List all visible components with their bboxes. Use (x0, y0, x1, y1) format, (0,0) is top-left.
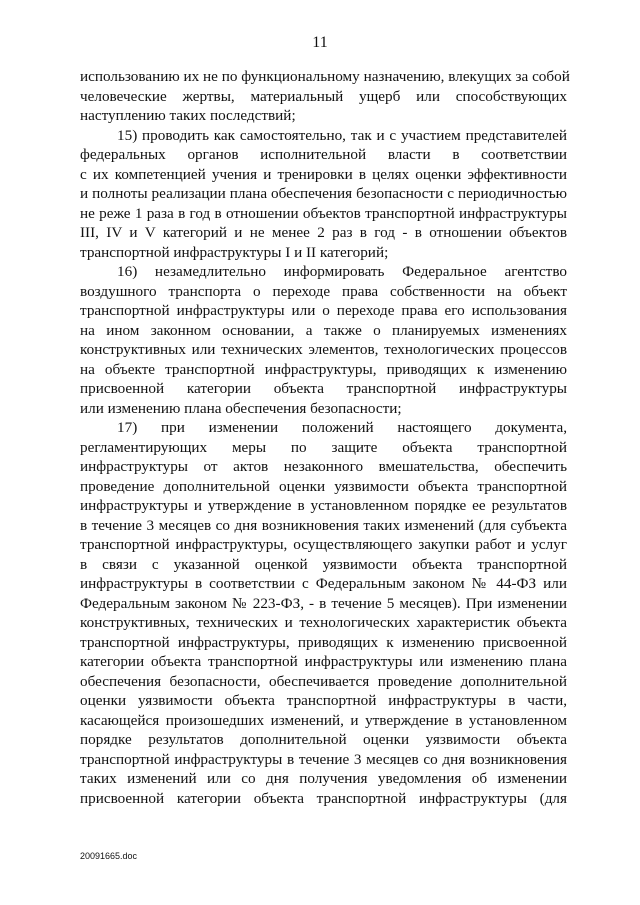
text-line: в связи с указанной оценкой уязвимости объекта транспортной (80, 555, 567, 573)
text-line: присвоенной категории объекта транспортной инфраструктуры (для (80, 789, 567, 807)
text-line: на ином законном основании, а также о планируемых изменениях (80, 321, 567, 339)
text-line: III, IV и V категорий и не менее 2 раз в год - в отношении объектов (80, 224, 567, 241)
text-line: транспортной инфраструктуры, осуществляющего закупки работ и услуг (80, 536, 567, 553)
text-line: с их компетенцией учения и тренировки в целях оценки эффективности (80, 165, 567, 183)
paragraph-16-start: 16) незамедлительно информировать Федеральное агентство (117, 263, 567, 280)
text-line: человеческие жертвы, материальный ущерб или способствующих (80, 87, 567, 105)
paragraph-15-start: 15) проводить как самостоятельно, так и с участием представителей (117, 126, 567, 144)
document-body (80, 67, 570, 808)
text-line: обеспечения безопасности, обеспечивается проведение дополнительной (80, 672, 567, 690)
text-line: наступлению таких последствий; (80, 107, 296, 124)
text-line: конструктивных, технических и технологических характеристик объекта (80, 614, 567, 631)
text-line: таких изменений или со дня получения уведомления об изменении (80, 770, 567, 787)
text-line: инфраструктуры в соответствии с Федеральным законом № 44-ФЗ или (80, 575, 567, 592)
text-line: на объекте транспортной инфраструктуры, приводящих к изменению (80, 360, 567, 378)
text-line: в течение 3 месяцев со дня возникновения таких изменений (для субъекта (80, 516, 567, 534)
text-line: инфраструктуры и утверждение в установленном порядке ее результатов (80, 497, 567, 514)
text-line: проведение дополнительной оценки уязвимости объекта транспортной (80, 477, 567, 495)
text-line: транспортной инфраструктуры или о переходе права его использования (80, 302, 567, 319)
text-line: касающейся произошедших изменений, и утверждение в установленном (80, 711, 567, 729)
text-line: воздушного транспорта о переходе права собственности на объект (80, 282, 567, 300)
page-number: 11 (312, 34, 328, 51)
text-line: или изменению плана обеспечения безопасности; (80, 399, 402, 417)
document-filename: 20091665.doc (80, 851, 138, 861)
paragraph-17-start: 17) при изменении положений настоящего документа, (117, 419, 567, 436)
text-line: регламентирующих меры по защите объекта транспортной (80, 438, 567, 456)
text-line: использованию их не по функциональному назначению, влекущих за собой (80, 68, 570, 85)
text-line: Федеральным законом № 223-ФЗ, - в течение 5 месяцев). При изменении (80, 594, 567, 612)
text-line: транспортной инфраструктуры в течение 3 месяцев со дня возникновения (80, 750, 567, 768)
text-line: присвоенной категории объекта транспортной инфраструктуры (80, 380, 567, 397)
text-line: транспортной инфраструктуры I и II категорий; (80, 243, 389, 261)
text-line: оценки уязвимости объекта транспортной инфраструктуры в части, (80, 692, 567, 709)
text-line: категории объекта транспортной инфраструктуры или изменению плана (80, 653, 567, 670)
text-line: не реже 1 раза в год в отношении объектов транспортной инфраструктуры (80, 204, 567, 222)
text-line: инфраструктуры от актов незаконного вмешательства, обеспечить (80, 458, 567, 475)
text-line: конструктивных или технических элементов, технологических процессов (80, 341, 567, 358)
text-line: федеральных органов исполнительной власти в соответствии (80, 146, 567, 163)
text-line: порядке результатов дополнительной оценки уязвимости объекта (80, 731, 567, 748)
text-line: и полноты реализации плана обеспечения безопасности с периодичностью (80, 185, 567, 202)
text-line: транспортной инфраструктуры, приводящих к изменению присвоенной (80, 633, 567, 651)
